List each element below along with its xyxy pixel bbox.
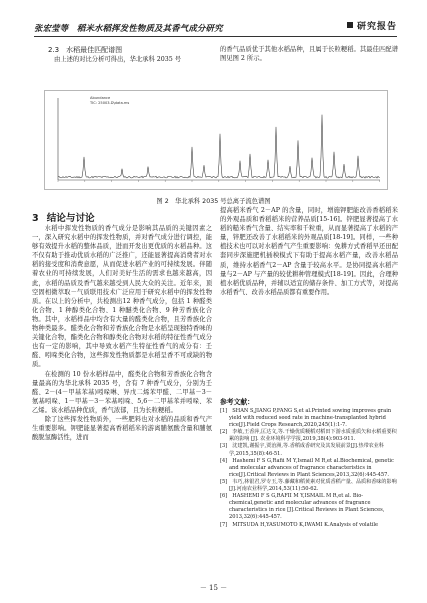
body-paragraph: 水稻中挥发性物质的香气成分是影响其品质的关键因素之一，深入研究水稻中的挥发性物质，并对香气成分进行调控，能够有效提升水稻的整体品质，进而开发出更优质的水稻品种。这不仅有助于推动优质水稻的广泛推广，还能显著提高消费者对水稻的接受度和消费意愿，从而促进水稻产业的可持续发展。伴随着农业的可持续发展，人们对美好生活的需求也越来越高，因此，水稻的品质及香气越来越受到人民大众的关注。近年来，顶空固相微萃取－气质联用技术广泛应用于研究水稻中的挥发性物质。在以上的分析中，共检测出12 种香气成分，包括 1 种醛类化合物、1 种醇类化合物、1 种醚类化合物、9 种芳香族化合物。其中，水稻样品中均含有大量的醛类化合物，且芳香族化合物种类最多。醛类化合物和芳香族化合物是水稻呈现独特香味的关键化合物，酯类化合物和醇类化合物对水稻的特征性香气成分也有一定的影响，其中导致水稻产生特征性香气的成分有：壬醛、吲哚类化合物，这些挥发性物质都是水稻呈香不可或缺的物质。 [32,225,212,369]
chromatogram-figure [44,90,388,190]
left-column-body [32,224,212,442]
header-section-label [347,20,397,34]
right-column-body [220,206,398,297]
top-left-text [54,55,220,64]
top-left-paragraph: 由上述的对比分析可得出，华北承科 2035 号 [54,56,182,63]
header-section-text: 研究报告 [356,22,397,32]
header-title: 张宏莹等 稻米水稻挥发性物质及其香气成分研究 [34,23,223,33]
tic-trace [58,115,380,178]
section-title: 结论与讨论 [46,213,95,224]
body-paragraph: 除了这些挥发性物质外，一些肥料也对水稻的品质和香气产生重要影响。钾肥能显著提高香稻稻米的游离脯氨酸含量和脯氨酸脱氢酶活性，进而 [32,415,212,442]
top-right-paragraph: 的香气品质优于其他水稻品种，且属于长粒粳稻。其最佳匹配谱图见图 2 所示。 [220,46,398,63]
body-paragraph: 提高稻米香气 2－AP 的含量，同时，增施钾肥能改善香稻稻米的外观品质和香稻稻米的营养品质[15-16]。锌肥显著提高了水稻的糙米香气含量、结实率和千粒重，从而显著提高了水稻的产量，锌肥还改善了水稻稻米的外观品质[18-19]。同样，一些种植技术也可以对水稻香气产生重要影响：免耕方式香稻早还田配套同步深施肥机插秧模式下有助于提高水稻产量，改善水稻品质，维持水稻香气2－AP 含量于较高水平。是协同提高水稻产量与2－AP 与产量的较优耕种管理模式[18-19]。因此，合理种植水稻优质品种，并辅以适宜的储存条件、加工方式等，对提高水稻香气、改善水稻品质都有重要作用。 [220,207,398,296]
references-heading: 参考文献： [220,398,254,406]
top-right-text [220,45,398,63]
reference-item: [5] 韦巧,林银君,罗专玉,等.藤藏和稻黄素对优质香稻产量、品质和香味的影响[J].河南农业科学,2014,53(11):50-62. [220,478,397,493]
reference-item: [3] 沈建凯,谢振宇,贾治洲,等.香稻成香研究及其发展前景[J].热带农业科学,2015,35(8):46-51. [220,443,384,457]
legend-line-2: TIC: 25003.D\data.ms [90,101,130,105]
running-header [34,22,397,37]
figure-caption: 图 2 华北承科 2035 号总离子流色谱图 [156,198,271,205]
square-bullet-icon [347,22,353,28]
reference-list [220,408,398,529]
subsection-heading: 2.3 水稻最佳匹配谱图 [48,46,123,54]
section-number: 3 [32,213,39,224]
reference-item: [7] MITSUDA H,YASUMOTO K,IWAMI K.Analysis of volatile [220,521,379,528]
section-heading [32,210,103,224]
legend-line-1: Abundance [90,96,111,100]
chromatogram-plot [44,90,388,190]
reference-item: [4] Hashemi F S G,Rafii M Y,Ismail M R,et al.Biochemical, genetic and molecular advances of fragrance characteristics in rice[J].Critical Reviews in Plant Sciences,2013,32(6):445-457. [220,457,394,478]
reference-item: [1] SHAN S,JIANG P,FANG S,et al.Printed sowing improves grain yield with reduced seed rate in machine-transplanted hybrid rice[J].Field Crops Research,2020,245(1):1-7. [220,408,392,429]
chromatogram-ticks [58,180,380,182]
reference-item: [2] 李敏,王香萍,匡达文,等.干燥优质粳稻对稻田下游水质重质矢和水稻重要积累的影响 [J]. 农业环境科学学报,2019,38(4):903-911. [220,429,397,443]
reference-item: [6] HASHEMI F S G,RAFII M Y,ISMAIL M R,et al. Bio-chemical,genetic and molecular advances of fragrance characteristics in rice [J].Critical Reviews in Plant Sciences, 2013,32(6):445-457. [220,493,385,521]
page-number: － 15 － [199,584,228,592]
body-paragraph: 在检测的 10 份水稻样品中，醛类化合物和芳香族化合物含量最高的为华北承科 2035 号，含有 7 种香气成分，分别为壬醛、2－(4－甲基苯基)吲哚啉、异戊二烯苯甲醛、二甲基－3－氨基吲哚、1－甲基－3－苯基吲哚、5,6－二甲基苯并吲哚、苯乙烯。该水稻品种优质，香气浓郁，且为长粒粳稻。 [32,370,212,414]
